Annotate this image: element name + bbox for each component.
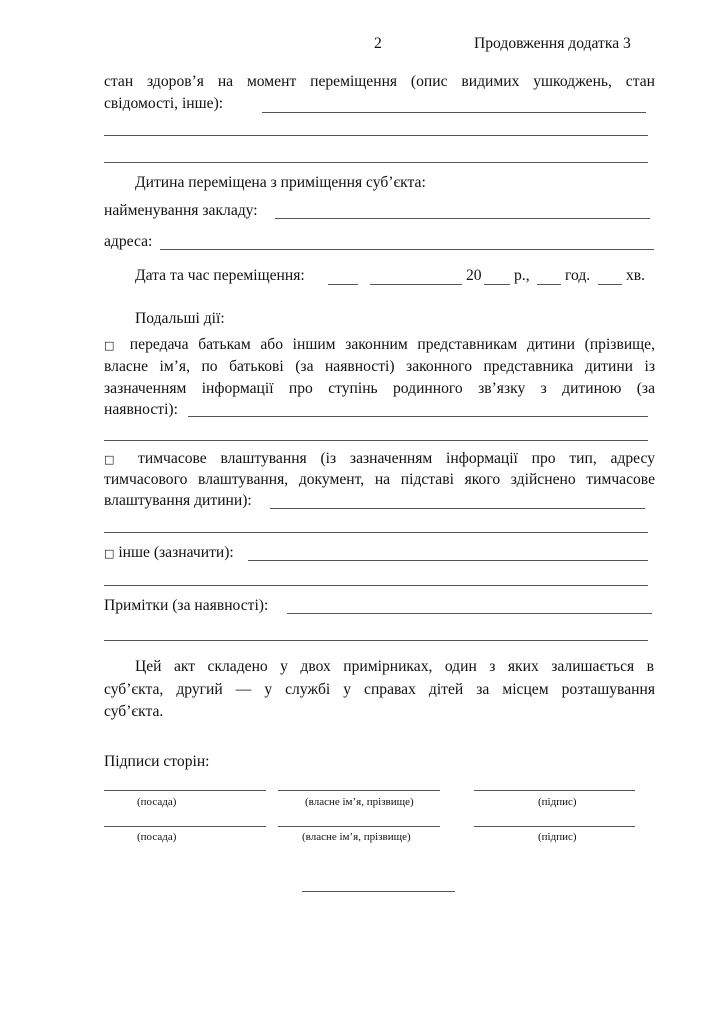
position-field-2[interactable] — [104, 826, 266, 827]
closing-line3: суб’єкта. — [104, 703, 164, 720]
option-parents-line1 — [104, 336, 655, 354]
name-caption-1: (власне ім’я, прізвище) — [305, 796, 414, 808]
other-field-line1[interactable] — [248, 560, 648, 561]
option-parents-text: передача батькам або іншим законним представникам дитини (прізвище, — [129, 336, 655, 353]
notes-field-line2[interactable] — [104, 640, 648, 641]
further-actions-heading: Подальші дії: — [135, 310, 225, 327]
notes-label: Примітки (за наявності): — [104, 597, 269, 614]
position-caption-2: (посада) — [137, 831, 177, 843]
signature-caption-2: (підпис) — [538, 831, 577, 843]
institution-field[interactable] — [275, 218, 650, 219]
institution-label: найменування закладу: — [104, 202, 258, 219]
placement-field-line2[interactable] — [104, 532, 648, 533]
year-suffix: р., — [514, 267, 530, 284]
health-description-line1: стан здоров’я на момент переміщення (опис видимих ушкоджень, стан — [104, 73, 655, 90]
datetime-label: Дата та час переміщення: — [135, 267, 305, 284]
health-field-line1[interactable] — [262, 112, 646, 113]
address-label: адреса: — [104, 233, 153, 250]
signature-field-2[interactable] — [474, 826, 635, 827]
moved-from-heading: Дитина переміщена з приміщення суб’єкта: — [135, 174, 426, 191]
name-caption-2: (власне ім’я, прізвище) — [302, 831, 411, 843]
name-field-2[interactable] — [278, 826, 440, 827]
option-other — [104, 544, 234, 562]
parents-field-line2[interactable] — [104, 440, 648, 441]
hours-field[interactable] — [537, 284, 561, 285]
option-parents-label: наявності): — [104, 401, 178, 418]
checkbox-icon[interactable]: □ — [104, 453, 125, 466]
option-placement-line1 — [104, 450, 655, 468]
checkbox-icon[interactable]: □ — [104, 547, 115, 560]
continuation-label: Продовження додатка 3 — [474, 35, 631, 52]
closing-line2: суб’єкта, другий — у службі у справах дітей за місцем розташування — [104, 681, 655, 698]
option-parents-line3: зазначенням інформації про ступінь родинного зв’язку з дитиною (за — [104, 380, 655, 397]
notes-field-line1[interactable] — [287, 613, 652, 614]
closing-line1: Цей акт складено у двох примірниках, один з яких залишається в — [135, 658, 654, 675]
signature-field-1[interactable] — [474, 790, 635, 791]
option-placement-label: влаштування дитини): — [104, 492, 252, 509]
name-field-1[interactable] — [278, 790, 440, 791]
hours-suffix: год. — [565, 267, 591, 284]
day-field[interactable] — [328, 284, 358, 285]
signature-caption-1: (підпис) — [538, 796, 577, 808]
health-field-line2[interactable] — [104, 135, 648, 136]
year-prefix: 20 — [466, 267, 482, 284]
health-field-line3[interactable] — [104, 162, 648, 163]
minutes-suffix: хв. — [626, 267, 646, 284]
minutes-field[interactable] — [598, 284, 622, 285]
address-field[interactable] — [160, 249, 654, 250]
option-placement-line2: тимчасового влаштування, документ, на підставі якого здійснено тимчасове — [104, 471, 655, 488]
year-field[interactable] — [484, 284, 510, 285]
health-description-label: свідомості, інше): — [104, 95, 224, 112]
option-parents-line2: власне ім’я, по батькові (за наявності) законного представника дитини із — [104, 358, 655, 375]
checkbox-icon[interactable]: □ — [104, 339, 121, 352]
other-field-line2[interactable] — [104, 585, 648, 586]
end-divider — [302, 891, 455, 892]
position-field-1[interactable] — [104, 790, 266, 791]
page-number: 2 — [374, 35, 382, 52]
placement-field-line1[interactable] — [270, 508, 645, 509]
month-field[interactable] — [370, 284, 462, 285]
option-placement-text: тимчасове влаштування (із зазначенням інформації про тип, адресу — [138, 450, 655, 467]
signatures-heading: Підписи сторін: — [104, 753, 210, 770]
parents-field-line1[interactable] — [188, 416, 648, 417]
position-caption-1: (посада) — [137, 796, 177, 808]
option-other-label: інше (зазначити): — [118, 544, 234, 561]
